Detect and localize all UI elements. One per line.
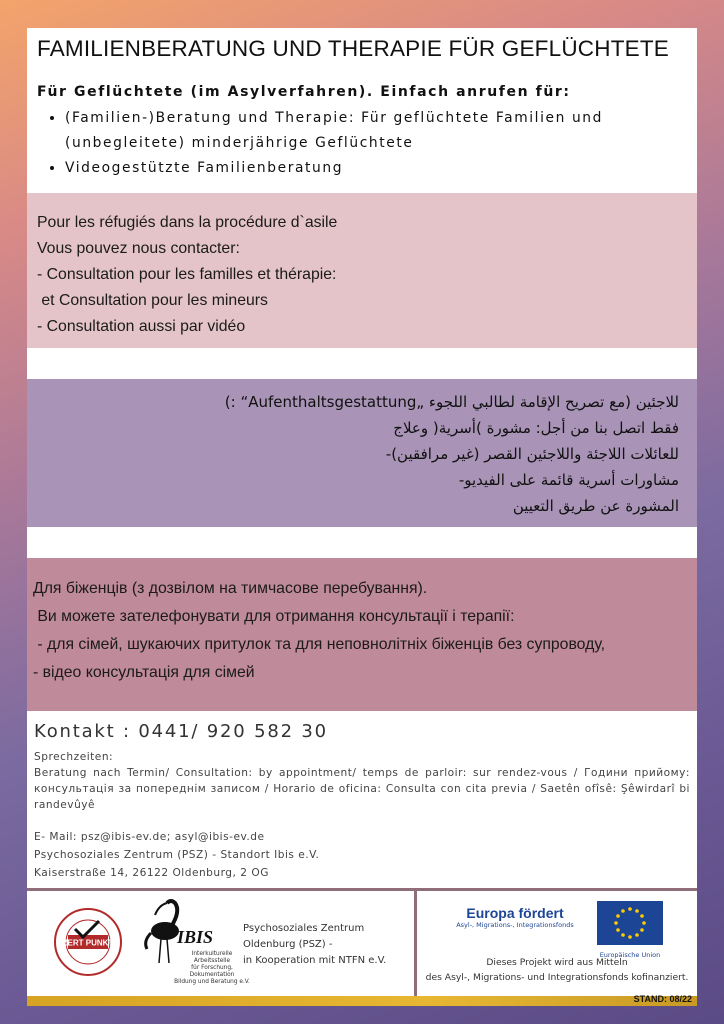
eu-funding-line: Dieses Projekt wird aus Mitteln [486,957,628,968]
french-line: et Consultation pour les mineurs [37,292,268,309]
service-list [37,106,705,181]
eu-caption: Europäische Union [599,951,661,959]
page-title: FAMILIENBERATUNG UND THERAPIE FÜR GEFLÜCHTETE [37,36,669,61]
spacer [27,348,697,379]
arabic-line: للاجئين (مع تصريح الإقامة لطالبي اللجوء „Aufenthaltsgestattung“ :) [224,393,679,411]
lead-text: Für Geflüchtete (im Asylverfahren). Einfach anrufen für: [37,84,571,100]
french-line: Vous pouvez nous contacter: [37,240,240,257]
psz-line: Psychosoziales Zentrum [243,923,365,934]
ukrainian-line: Ви можете зателефонувати для отримання консультації і терапії: [33,608,515,625]
ukrainian-line: - для сімей, шукаючих притулок та для неповнолітніх біженців без супроводу, [33,636,606,653]
hours-label: Sprechzeiten: [34,751,114,763]
footer-logos [27,888,697,996]
list-item: • Videogestützte Familienberatung [65,156,705,181]
org-line: Psychosoziales Zentrum (PSZ) - Standort Ibis e.V. [34,849,320,861]
europa-foerdert-logo [440,905,590,929]
psz-line: Oldenburg (PSZ) - [243,939,333,950]
contact-card [27,711,697,888]
ukrainian-line: Для біженців (з дозвілом на тимчасове перебування). [33,580,428,597]
cert-mid-text: ZERT PUNKT [62,938,114,948]
europa-sub: Asyl-, Migrations-, Integrationsfonds [456,921,574,929]
psz-text [243,921,386,969]
zertpunkt-seal-icon [53,907,123,977]
arabic-line: مشاورات أسرية قائمة على الفيديو- [458,471,679,489]
phone-contact[interactable]: Kontakt : 0441/ 920 582 30 [34,721,328,742]
arabic-line: المشورة عن طريق التعيين [512,497,679,515]
ukrainian-line: - відео консультація для сімей [33,664,255,681]
eu-funding-text [423,955,691,985]
arabic-panel [27,379,697,527]
ibis-subtitle-line: Bildung und Beratung e.V. [174,979,250,985]
ibis-wordmark: IBIS [177,927,214,947]
ibis-subtitle-line: Interkulturelle Arbeitsstelle [191,951,233,964]
eu-flag [595,901,665,959]
list-item: • (Familien-)Beratung und Therapie: Für geflüchtete Familien und (unbegleitete) minderjährige Geflüchtete [65,106,705,156]
arabic-line: فقط اتصل بنا من أجل: مشورة )أسرية( وعلاج [393,419,679,437]
stand-bar [27,996,697,1006]
spacer [27,527,697,558]
europa-title: Europa fördert [466,905,564,921]
ibis-subtitle [173,951,251,986]
french-line: Pour les réfugiés dans la procédure d`asile [37,214,338,231]
french-panel [27,193,697,348]
psz-line: in Kooperation mit NTFN e.V. [243,955,387,966]
stand-date: STAND: 08/22 [633,994,692,1004]
ukrainian-panel [27,558,697,711]
arabic-line: للعائلات اللاجئة واللاجئين القصر (غير مرافقين)- [385,445,679,463]
ibis-subtitle-line: für Forschung, Dokumentation [189,965,235,978]
eu-funding-line: des Asyl-, Migrations- und Integrationsfonds kofinanziert. [425,972,689,983]
footer-divider [414,891,417,996]
address-line: Kaiserstraße 14, 26122 Oldenburg, 2 OG [34,867,269,879]
eu-flag-icon [597,901,663,945]
french-line: - Consultation pour les familles et thérapie: [37,266,337,283]
french-line: - Consultation aussi par vidéo [37,318,246,335]
hours-text: Beratung nach Termin/ Consultation: by appointment/ temps de parloir: sur rendez-vous / Години прийому: консультація за попереднім записом / Horario de oficina: Consulta con cita previa / Saetên ofîsê: Şêwirdarî bi randevûyê [34,767,690,811]
header-card [27,28,697,193]
email-line[interactable]: E- Mail: psz@ibis-ev.de; asyl@ibis-ev.de [34,831,265,843]
